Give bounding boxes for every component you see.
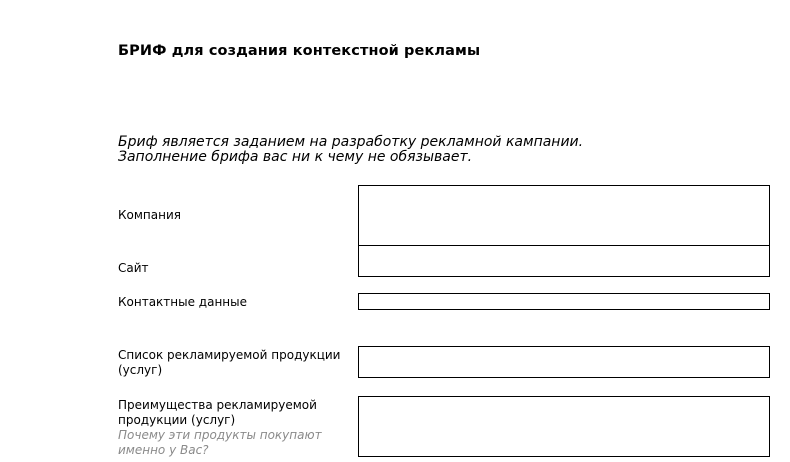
site-field[interactable] — [358, 245, 770, 277]
advantages-label-line-2: продукции (услуг) — [118, 413, 236, 427]
company-label: Компания — [118, 208, 181, 222]
advantages-hint-line-1: Почему эти продукты покупают — [118, 428, 322, 442]
intro-text — [118, 135, 583, 165]
advantages-field[interactable] — [358, 396, 770, 457]
company-field[interactable] — [358, 185, 770, 246]
advantages-label-line-1: Преимущества рекламируемой — [118, 398, 317, 412]
products-label-line-2: (услуг) — [118, 363, 163, 377]
products-field[interactable] — [358, 346, 770, 378]
products-label-line-1: Список рекламируемой продукции — [118, 348, 341, 362]
contacts-label: Контактные данные — [118, 295, 248, 309]
advantages-label — [118, 398, 322, 458]
site-label: Сайт — [118, 261, 149, 275]
advantages-hint-line-2: именно у Вас? — [118, 443, 209, 457]
intro-line-1: Бриф является заданием на разработку рекламной кампании. — [118, 134, 584, 150]
products-label — [118, 348, 340, 378]
intro-line-2: Заполнение брифа вас ни к чему не обязывает. — [118, 149, 473, 165]
page-title: БРИФ для создания контекстной рекламы — [118, 43, 481, 59]
contacts-field[interactable] — [358, 293, 770, 310]
